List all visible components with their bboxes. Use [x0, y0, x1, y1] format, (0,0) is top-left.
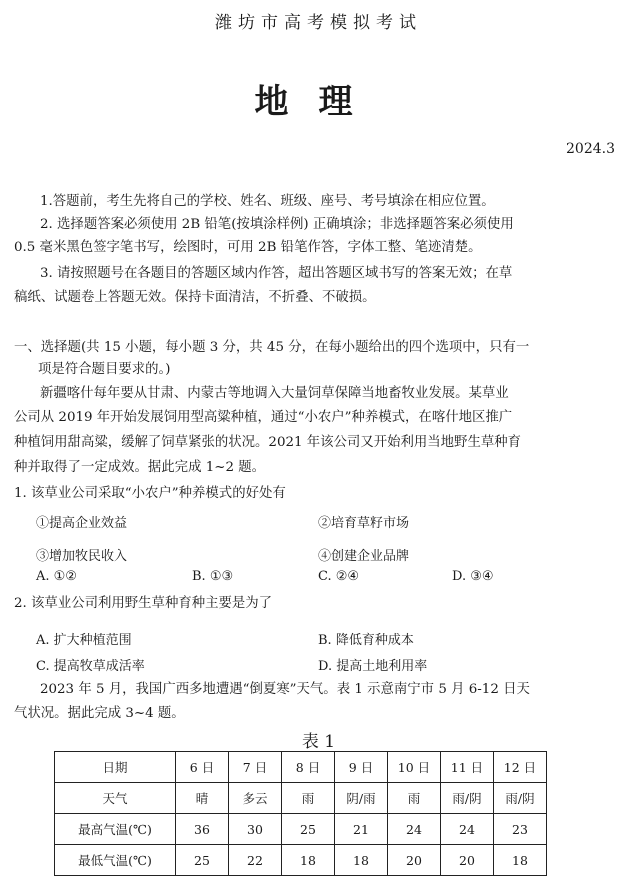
table-cell: 36 — [176, 814, 229, 845]
table-row — [55, 783, 547, 814]
q1-item: ④创建企业品牌 — [318, 549, 410, 564]
table-cell: 阴/雨 — [335, 783, 388, 814]
question-1-stem: 1. 该草业公司采取“小农户”种养模式的好处有 — [14, 486, 286, 501]
passage-line: 种并取得了一定成效。据此完成 1~2 题。 — [14, 460, 266, 475]
q1-option-d: D. ③④ — [452, 569, 494, 584]
table-cell: 9 日 — [335, 752, 388, 783]
subject-title: 地理 — [254, 82, 383, 122]
exam-title: 潍坊市高考模拟考试 — [215, 13, 422, 33]
table-row — [55, 752, 547, 783]
table-cell: 23 — [494, 814, 547, 845]
table-cell: 25 — [176, 845, 229, 876]
q1-option-c: C. ②④ — [318, 569, 360, 584]
instruction-line: 1.答题前，考生先将自己的学校、姓名、班级、座号、考号填涂在相应位置。 — [40, 194, 495, 209]
table-row-label: 天气 — [55, 783, 176, 814]
table-cell: 12 日 — [494, 752, 547, 783]
exam-date: 2024.3 — [566, 141, 615, 157]
table-cell: 10 日 — [388, 752, 441, 783]
q1-option-b: B. ①③ — [192, 569, 234, 584]
passage-line: 2023 年 5 月，我国广西多地遭遇“倒夏寒”天气。表 1 示意南宁市 5 月 6-12 日天 — [40, 682, 530, 697]
table-cell: 18 — [282, 845, 335, 876]
table-cell: 雨 — [388, 783, 441, 814]
table-cell: 11 日 — [441, 752, 494, 783]
table-cell: 18 — [335, 845, 388, 876]
table-cell: 晴 — [176, 783, 229, 814]
q2-option-d: D. 提高土地利用率 — [318, 659, 428, 674]
q1-option-a: A. ①② — [36, 569, 77, 584]
table-cell: 6 日 — [176, 752, 229, 783]
table-row-label: 最高气温(℃) — [55, 814, 176, 845]
q2-option-a: A. 扩大种植范围 — [36, 633, 132, 648]
table-cell: 7 日 — [229, 752, 282, 783]
instruction-line: 稿纸、试题卷上答题无效。保持卡面清洁，不折叠、不破损。 — [14, 290, 376, 305]
table-cell: 22 — [229, 845, 282, 876]
q2-option-b: B. 降低育种成本 — [318, 633, 414, 648]
question-2-stem: 2. 该草业公司利用野生草种育种主要是为了 — [14, 596, 273, 611]
table-cell: 雨/阴 — [494, 783, 547, 814]
table-cell: 雨/阴 — [441, 783, 494, 814]
table-cell: 20 — [388, 845, 441, 876]
instruction-line: 3. 请按照题号在各题目的答题区域内作答，超出答题区域书写的答案无效；在草 — [40, 266, 513, 281]
q1-item: ①提高企业效益 — [36, 516, 128, 531]
table-row-label: 日期 — [55, 752, 176, 783]
table-cell: 24 — [441, 814, 494, 845]
section-heading: 一、选择题(共 15 小题，每小题 3 分，共 45 分，在每小题给出的四个选项中，只有一 — [14, 340, 530, 355]
q1-item: ②培育草籽市场 — [318, 516, 410, 531]
passage-line: 种植饲用甜高粱，缓解了饲草紧张的状况。2021 年该公司又开始利用当地野生草种育 — [14, 435, 522, 450]
section-heading-cont: 项是符合题目要求的。) — [38, 362, 171, 377]
table-row — [55, 814, 547, 845]
table-cell: 25 — [282, 814, 335, 845]
table-cell: 18 — [494, 845, 547, 876]
table-cell: 21 — [335, 814, 388, 845]
table-cell: 30 — [229, 814, 282, 845]
weather-table — [54, 751, 547, 876]
instruction-line: 2. 选择题答案必须使用 2B 铅笔(按填涂样例) 正确填涂；非选择题答案必须使用 — [40, 217, 514, 232]
table-title: 表 1 — [301, 732, 336, 752]
q1-item: ③增加牧民收入 — [36, 549, 128, 564]
passage-line: 新疆喀什每年要从甘肃、内蒙古等地调入大量饲草保障当地畜牧业发展。某草业 — [40, 386, 509, 401]
passage-line: 公司从 2019 年开始发展饲用型高粱种植，通过“小农户”种养模式，在喀什地区推广 — [14, 410, 513, 425]
table-row — [55, 845, 547, 876]
table-row-label: 最低气温(℃) — [55, 845, 176, 876]
table-cell: 20 — [441, 845, 494, 876]
instruction-line: 0.5 毫米黑色签字笔书写，绘图时，可用 2B 铅笔作答，字体工整、笔迹清楚。 — [14, 240, 482, 255]
table-cell: 24 — [388, 814, 441, 845]
table-cell: 8 日 — [282, 752, 335, 783]
table-cell: 雨 — [282, 783, 335, 814]
table-cell: 多云 — [229, 783, 282, 814]
q2-option-c: C. 提高牧草成活率 — [36, 659, 145, 674]
passage-line: 气状况。据此完成 3~4 题。 — [14, 706, 185, 721]
